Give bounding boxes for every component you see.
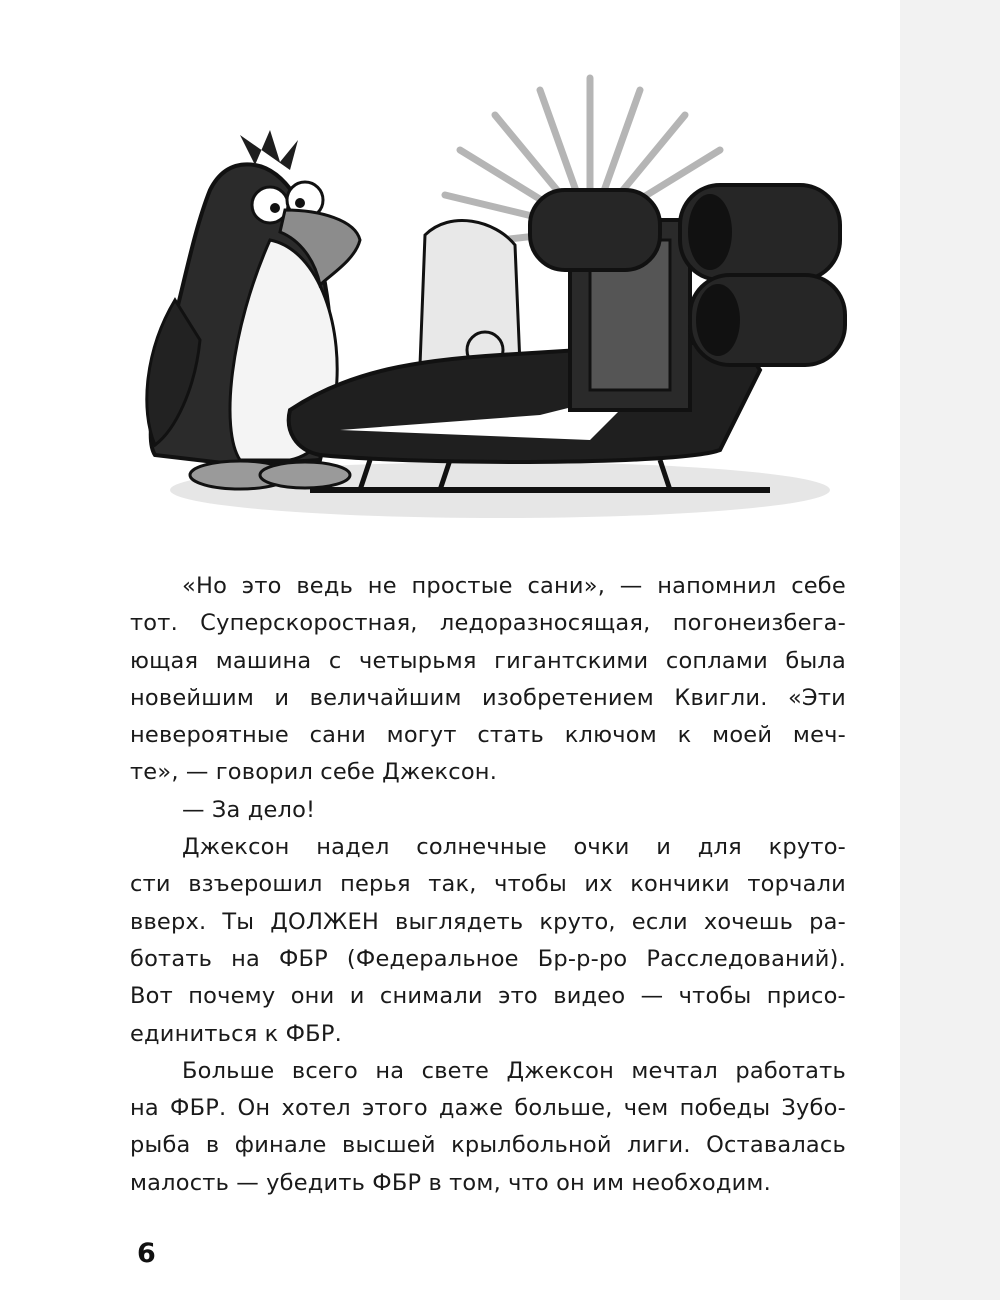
text-line: единиться к ФБР. [130,1020,342,1047]
penguin-jet-sled-illustration [120,70,850,540]
text-line: вверх. Ты ДОЛЖЕН выглядеть круто, если хочешь ра- [130,908,846,935]
text-line: сти взъерошил перья так, чтобы их кончики торчали [130,871,846,898]
text-line: Больше всего на свете Джексон мечтал работать [182,1057,846,1084]
text-line: ботать на ФБР (Федеральное Бр-р-ро Расследований). [130,945,846,972]
text-line: малость — убедить ФБР в том, что он им необходим. [130,1169,771,1196]
text-line: тот. Суперскоростная, ледоразносящая, погонеизбега- [130,610,846,637]
text-line: Джексон надел солнечные очки и для круто- [182,834,846,861]
text-line: Вот почему они и снимали это видео — чтобы присо- [130,983,846,1010]
text-line: — За дело! [182,796,316,823]
story-text [130,568,846,1202]
text-line: «Но это ведь не простые сани», — напомнил себе [182,573,846,599]
text-line: новейшим и величайшим изобретением Квигли. «Эти [130,684,846,711]
jet-engine-top-left [530,190,660,270]
text-line: рыба в финале высшей крылбольной лиги. Оставалась [130,1132,846,1159]
text-line: на ФБР. Он хотел этого даже больше, чем победы Зубо- [130,1095,846,1122]
text-line: те», — говорил себе Джексон. [130,759,498,786]
text-line: невероятные сани могут стать ключом к моей меч- [130,722,846,749]
jet-sled [289,185,845,490]
text-line: ющая машина с четырьмя гигантскими соплами была [130,647,846,674]
sled-windshield [420,221,520,365]
page-number: 6 [137,1238,156,1269]
